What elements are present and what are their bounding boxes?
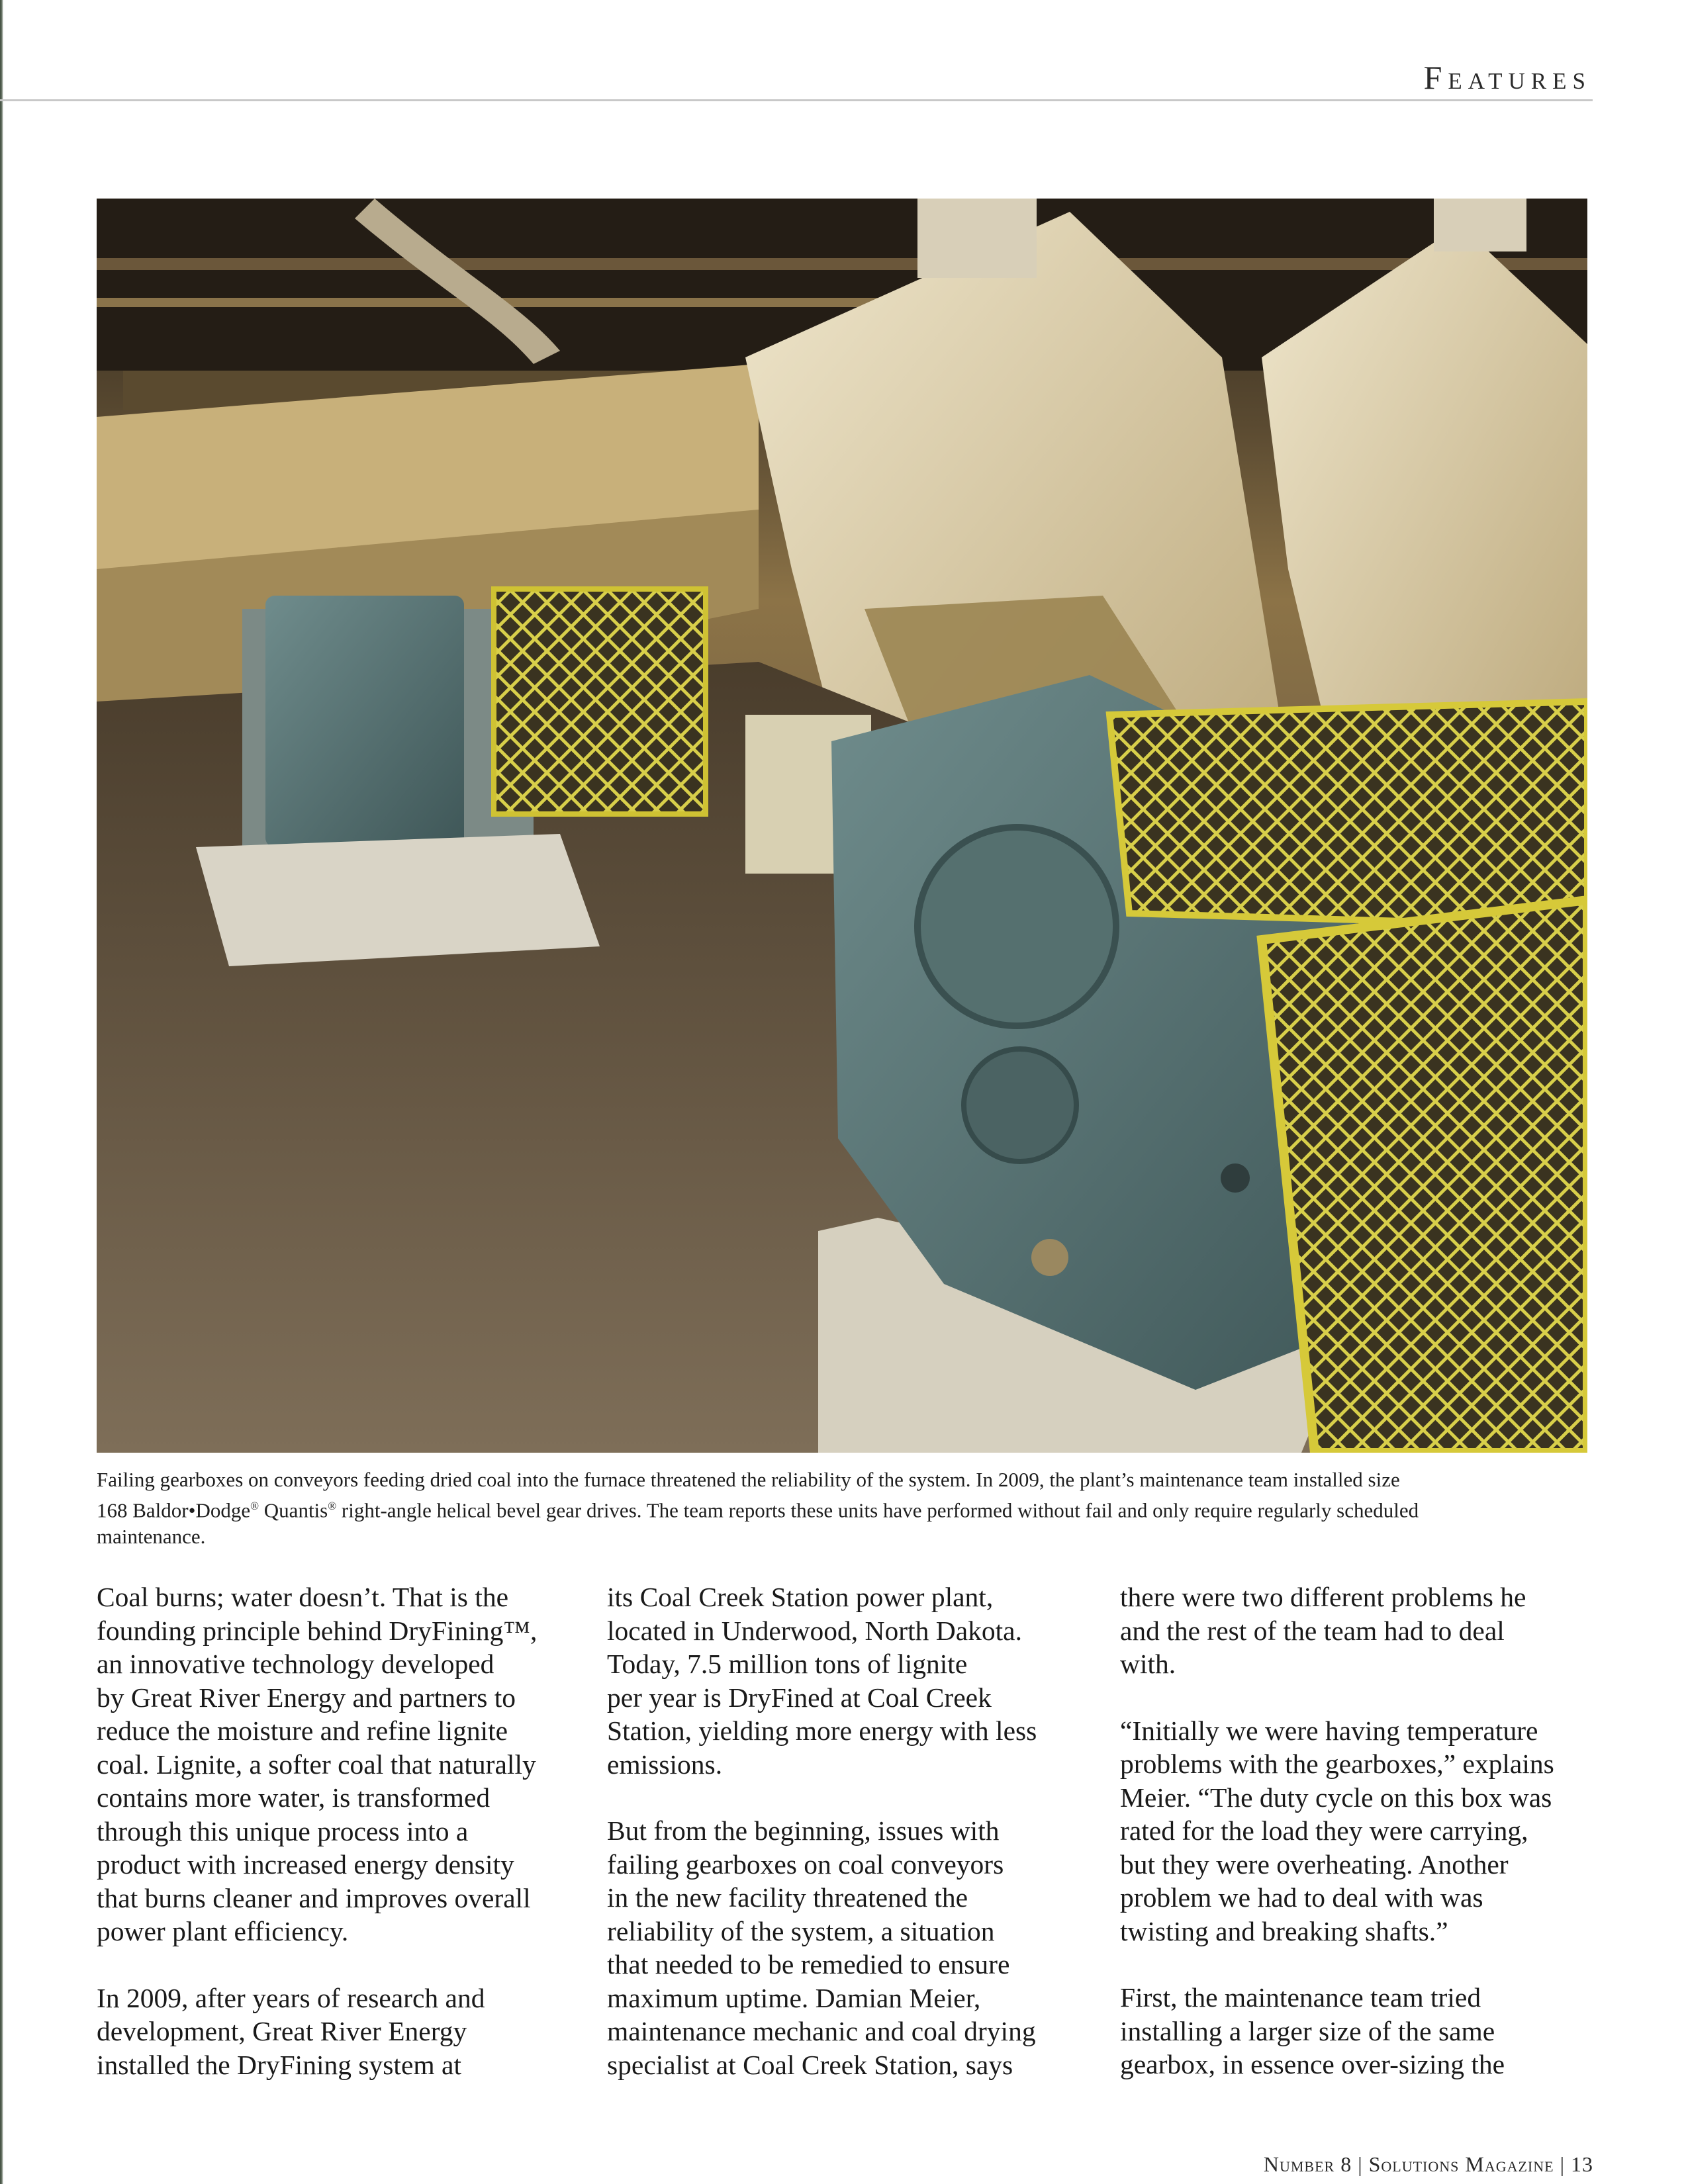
- registered-mark: ®: [250, 1500, 259, 1512]
- article-line: product with increased energy density: [97, 1849, 514, 1880]
- article-line: twisting and breaking shafts.”: [1120, 1915, 1448, 1946]
- photo-illustration: [97, 199, 1587, 1453]
- caption-text: right-angle helical bevel gear drives. The team reports these units have performed without fail and only require regularly scheduled: [336, 1498, 1419, 1522]
- article-paragraph: [607, 1814, 1080, 2081]
- caption-text: Quantis: [259, 1498, 328, 1522]
- article-line: and the rest of the team had to deal: [1120, 1615, 1505, 1646]
- article-line: but they were overheating. Another: [1120, 1848, 1509, 1880]
- article-line: Today, 7.5 million tons of lignite: [607, 1649, 968, 1679]
- article-line: Meier. “The duty cycle on this box was: [1120, 1782, 1552, 1813]
- article-line: development, Great River Energy: [97, 2016, 467, 2046]
- article-line: power plant efficiency.: [97, 1916, 349, 1946]
- photo-caption: [97, 1467, 1593, 1550]
- article-line: through this unique process into a: [97, 1815, 469, 1846]
- article-line: by Great River Energy and partners to: [97, 1682, 516, 1713]
- article-line: that burns cleaner and improves overall: [97, 1882, 531, 1913]
- article-paragraph: [607, 1580, 1080, 1781]
- article-line: Station, yielding more energy with less: [607, 1715, 1037, 1746]
- article-line: located in Underwood, North Dakota.: [607, 1615, 1022, 1646]
- article-column-1: [97, 1580, 570, 2115]
- article-line: an innovative technology developed: [97, 1649, 494, 1679]
- article-line: its Coal Creek Station power plant,: [607, 1582, 994, 1612]
- article-paragraph: [1120, 1981, 1593, 2081]
- caption-text: 168 Baldor•Dodge: [97, 1498, 251, 1522]
- section-label: Features: [1423, 59, 1591, 96]
- article-column-3: [1120, 1580, 1593, 2115]
- header-rule: [0, 99, 1593, 101]
- article-line: specialist at Coal Creek Station, says: [607, 2049, 1013, 2080]
- registered-mark: ®: [328, 1500, 337, 1512]
- article-line: per year is DryFined at Coal Creek: [607, 1682, 992, 1713]
- caption-line: Failing gearboxes on conveyors feeding dried coal into the furnace threatened the reliability of the system. In 2009, the plant’s maintenance team installed size: [97, 1468, 1400, 1491]
- article-line: In 2009, after years of research and: [97, 1982, 485, 2013]
- article-line: “Initially we were having temperature: [1120, 1715, 1538, 1746]
- article-line: emissions.: [607, 1749, 723, 1780]
- article-line: founding principle behind DryFining™,: [97, 1615, 538, 1646]
- article-paragraph: [97, 1981, 570, 2082]
- article-line: problem we had to deal with was: [1120, 1882, 1483, 1913]
- article-paragraph: [97, 1580, 570, 1948]
- article-paragraph: [1120, 1714, 1593, 1948]
- article-line: problems with the gearboxes,” explains: [1120, 1749, 1554, 1779]
- article-line: maintenance mechanic and coal drying: [607, 2016, 1036, 2046]
- article-line: coal. Lignite, a softer coal that naturally: [97, 1749, 536, 1780]
- article-line: with.: [1120, 1649, 1176, 1679]
- caption-line: maintenance.: [97, 1525, 206, 1549]
- page-footer: Number 8 | Solutions Magazine | 13: [1263, 2152, 1593, 2176]
- article-line: maximum uptime. Damian Meier,: [607, 1982, 981, 2013]
- article-line: rated for the load they were carrying,: [1120, 1815, 1528, 1846]
- caption-line: [97, 1493, 1593, 1524]
- article-line: reliability of the system, a situation: [607, 1915, 995, 1946]
- article-line: installed the DryFining system at: [97, 2049, 461, 2080]
- article-line: But from the beginning, issues with: [607, 1815, 1000, 1846]
- article-line: First, the maintenance team tried: [1120, 1982, 1481, 2013]
- article-line: in the new facility threatened the: [607, 1882, 968, 1913]
- article-column-2: [607, 1580, 1080, 2115]
- article-paragraph: [1120, 1580, 1593, 1681]
- article-line: reduce the moisture and refine lignite: [97, 1715, 508, 1746]
- article-line: installing a larger size of the same: [1120, 2015, 1495, 2046]
- feature-photo: [97, 199, 1587, 1453]
- article-line: Coal burns; water doesn’t. That is the: [97, 1582, 509, 1612]
- article-line: that needed to be remedied to ensure: [607, 1949, 1010, 1979]
- article-line: gearbox, in essence over-sizing the: [1120, 2049, 1505, 2079]
- article-line: contains more water, is transformed: [97, 1782, 491, 1813]
- article-line: failing gearboxes on coal conveyors: [607, 1848, 1004, 1880]
- page-spine-edge: [0, 0, 3, 2184]
- article-line: there were two different problems he: [1120, 1582, 1526, 1612]
